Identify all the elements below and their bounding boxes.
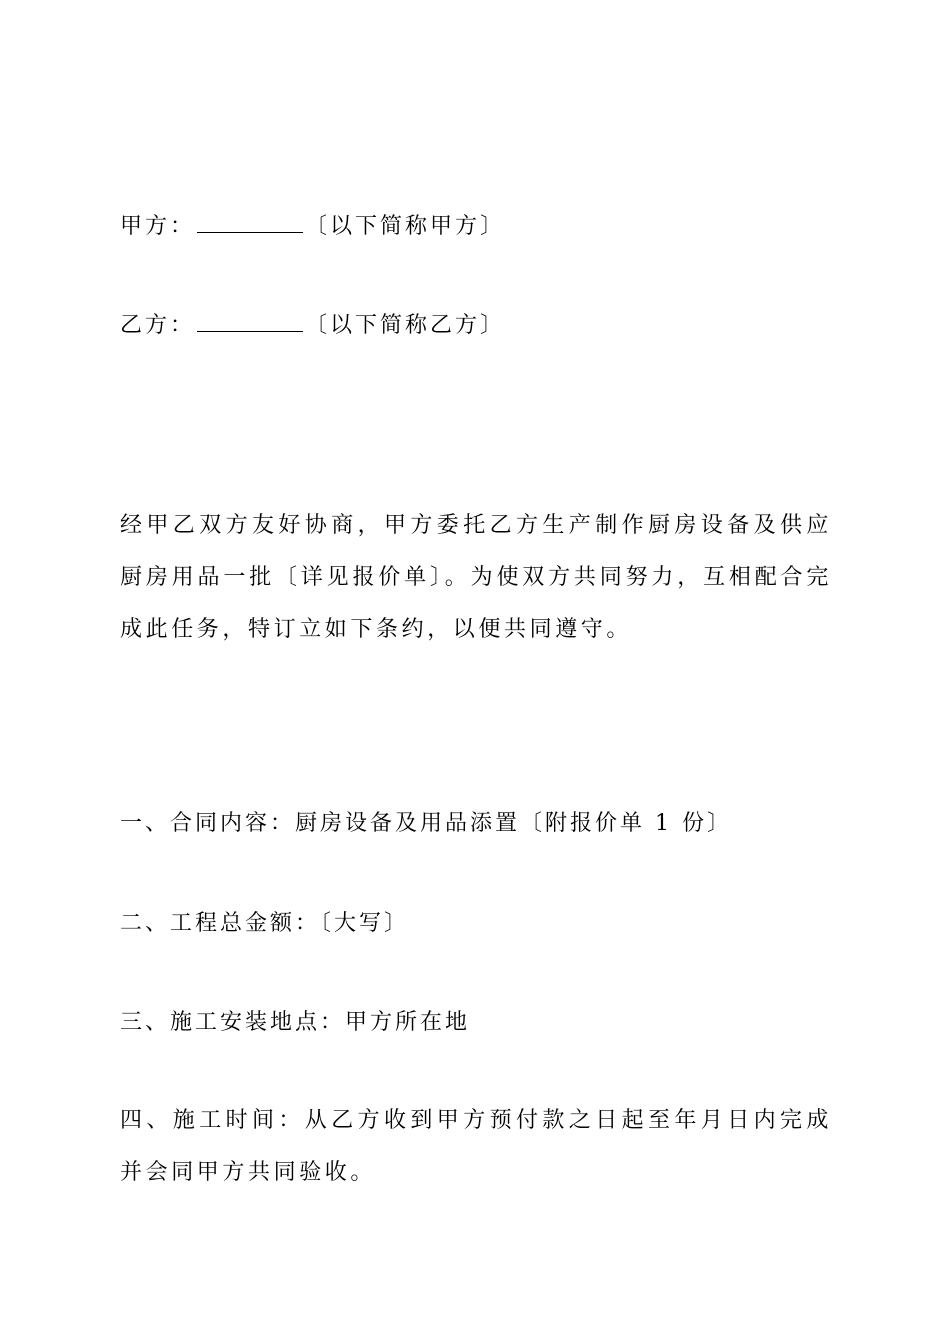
party-b-label: 乙方： — [120, 313, 196, 338]
clause-1: 一、合同内容：厨房设备及用品添置〔附报价单 1 份〕 — [120, 811, 732, 836]
party-b-line — [120, 313, 832, 339]
party-a-suffix: 〔以下简称甲方〕 — [305, 214, 506, 239]
party-b-suffix: 〔以下简称乙方〕 — [305, 313, 506, 338]
party-a-blank — [197, 214, 303, 233]
clause-2: 二、工程总金额：〔大写〕 — [120, 911, 410, 936]
party-a-line — [120, 214, 832, 240]
clause-4: 四、施工时间：从乙方收到甲方预付款之日起至年月日内完成并会同甲方共同验收。 — [120, 1108, 832, 1185]
party-a-label: 甲方： — [120, 214, 196, 239]
party-b-blank — [197, 313, 303, 332]
intro-paragraph: 经甲乙双方友好协商，甲方委托乙方生产制作厨房设备及供应厨房用品一批〔详见报价单〕。为使双方共同努力，互相配合完成此任务，特订立如下条约，以便共同遵守。 — [120, 513, 832, 642]
clause-3: 三、施工安装地点：甲方所在地 — [120, 1010, 471, 1035]
